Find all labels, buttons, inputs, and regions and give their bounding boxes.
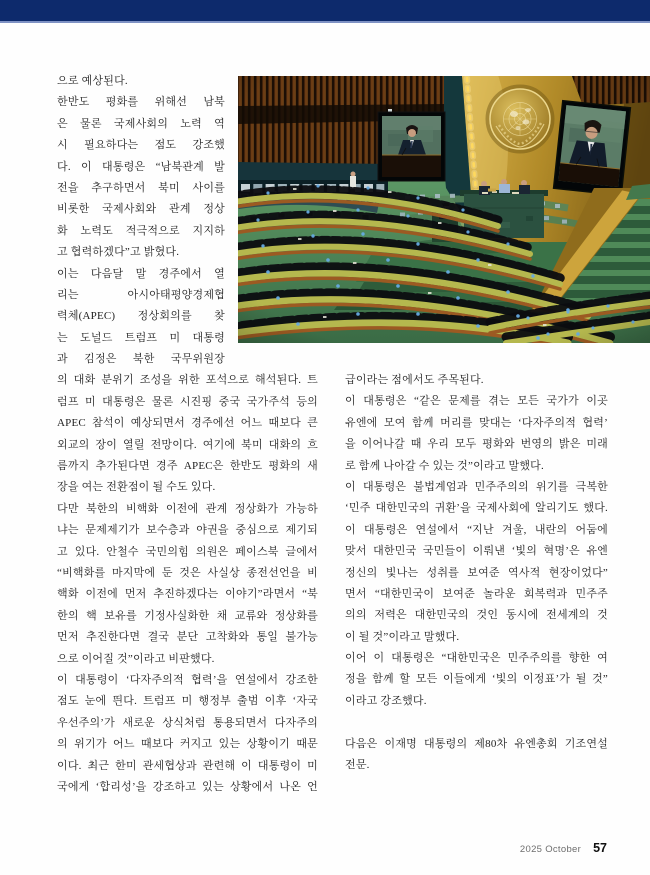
text-line: 의 위기가 어느 때보다 커지고 있는 상황이기 때문 [57, 738, 318, 751]
text-line: 장을 여는 전환점이 될 수도 있다. [57, 481, 216, 494]
text-line: 의의 저력은 대한민국의 것인 동시에 전세계의 것 [345, 609, 608, 622]
text-line: APEC 참석이 예상되면서 경주에선 어느 때보다 큰 [57, 417, 318, 430]
text-line: 력체(APEC) 정상회의를 찾 [57, 310, 225, 323]
text-line: 다음은 이재명 대통령의 제80차 유엔총회 기조연설 [345, 737, 608, 750]
text-line: 외교의 장이 열릴 전망이다. 여기에 북미 대화의 흐 [57, 438, 318, 451]
issue-label: 2025 October [519, 844, 582, 855]
text-line: 다. 이 대통령은 “남북관계 발 [57, 160, 225, 173]
article-right-column [345, 370, 608, 776]
top-accent-bar [0, 0, 650, 23]
text-line: 이 대통령이 ‘다자주의적 협력’을 연설에서 강조한 [57, 673, 318, 686]
text-line: 핵화 이전에 먼저 추진하겠다는 이야기”라면서 “북 [57, 588, 318, 601]
text-line: 이라고 강조했다. [345, 694, 427, 707]
text-line: 은 물론 국제사회의 노력 역 [57, 117, 225, 130]
text-line: 이 대통령은 불법계엄과 민주주의의 위기를 극복한 [345, 480, 608, 493]
text-line: 이 될 것”이라고 말했다. [345, 630, 460, 643]
text-line: 이다. 최근 한미 관세협상과 관련해 이 대통령이 미 [57, 759, 318, 772]
text-line: 다만 북한의 비핵화 이전에 관계 정상화가 가능하 [57, 502, 318, 515]
text-line: ‘민주 대한민국의 귀환’을 국제사회에 알리기도 했다. [345, 502, 608, 515]
text-line: 전문. [345, 759, 370, 772]
text-line: 이는 다음달 말 경주에서 열 [57, 267, 225, 280]
text-line: 면서 “대한민국이 보여준 놀라운 회복력과 민주주 [345, 587, 608, 600]
text-line: 고 있다. 안철수 국민의힘 의원은 페이스북 글에서 [57, 545, 318, 558]
text-line: 름까지 추가된다면 경주 APEC은 한반도 평화의 새 [57, 460, 318, 473]
text-line: 정신의 빛나는 성취를 보여준 역사적 현장이었다” [345, 566, 608, 579]
text-line: 이 대통령은 “같은 문제를 겪는 모든 국가가 이곳 [345, 395, 608, 408]
article-left-column [57, 71, 318, 798]
text-line: “비핵화를 마지막에 둔 것은 사실상 종전선언을 비 [57, 566, 318, 579]
text-line [345, 712, 608, 733]
text-line: 으로 예상된다. [57, 75, 128, 87]
text-line: 유엔에 모여 함께 머리를 맞대는 ‘다자주의적 협력’ [345, 416, 608, 429]
text-line: 맞서 대한민국 국민들이 이뤄낸 ‘빛의 혁명’은 유엔 [345, 545, 608, 558]
text-line: 화 노력도 적극적으로 지지하 [57, 224, 225, 237]
text-line: 비롯한 국제사회와 관계 정상 [57, 203, 225, 216]
text-line: 우선주의’가 새로운 상식처럼 통용되면서 다자주의 [57, 716, 318, 729]
text-line: 전을 추구하면서 북미 사이를 [57, 181, 225, 194]
page-footer [520, 841, 607, 855]
text-line: 을 이어나갈 때 우리 모두 평화와 번영의 밝은 미래 [345, 438, 608, 451]
text-line: 국에게 ‘합리성’을 강조하고 있는 상황에서 나온 언 [57, 780, 318, 793]
text-line: 이어 이 대통령은 “대한민국은 민주주의를 향한 여 [345, 652, 608, 665]
text-line: 정을 함께 할 모든 이들에게 ‘빛의 이정표’가 될 것” [345, 673, 608, 686]
text-line: 리는 아시아태평양경제협 [57, 288, 225, 301]
text-line: 한의 핵 보유를 기정사실화한 채 교류와 정상화를 [57, 609, 318, 622]
text-line: 이 대통령은 연설에서 “지난 겨울, 내란의 어둠에 [345, 523, 608, 536]
text-line: 냐는 문제제기가 보수층과 야권을 중심으로 제기되 [57, 524, 318, 537]
text-line: 는 도널드 트럼프 미 대통령 [57, 331, 225, 344]
text-line: 고 협력하겠다”고 밝혔다. [57, 246, 180, 259]
page-number: 57 [593, 841, 607, 855]
text-line: 의 대화 분위기 조성을 위한 포석으로 해석된다. 트 [57, 374, 318, 387]
text-line: 과 김정은 북한 국무위원장 [57, 353, 225, 366]
text-line: 로 함께 나아갈 수 있는 것”이라고 말했다. [345, 459, 544, 472]
text-line: 럼프 미 대통령은 물론 시진핑 중국 국가주석 등의 [57, 395, 318, 408]
text-line: 으로 이어질 것”이라고 비판했다. [57, 652, 215, 665]
text-line: 시 필요하다는 점도 강조했 [57, 139, 225, 152]
text-line: 먼저 추진한다면 결국 분단 고착화와 통일 불가능 [57, 631, 318, 644]
text-line: 한반도 평화를 위해선 남북 [57, 96, 225, 109]
text-line: 급이라는 점에서도 주목된다. [345, 374, 484, 386]
text-line: 점도 눈에 띈다. 트럼프 미 행정부 출범 이후 ‘자국 [57, 695, 318, 708]
